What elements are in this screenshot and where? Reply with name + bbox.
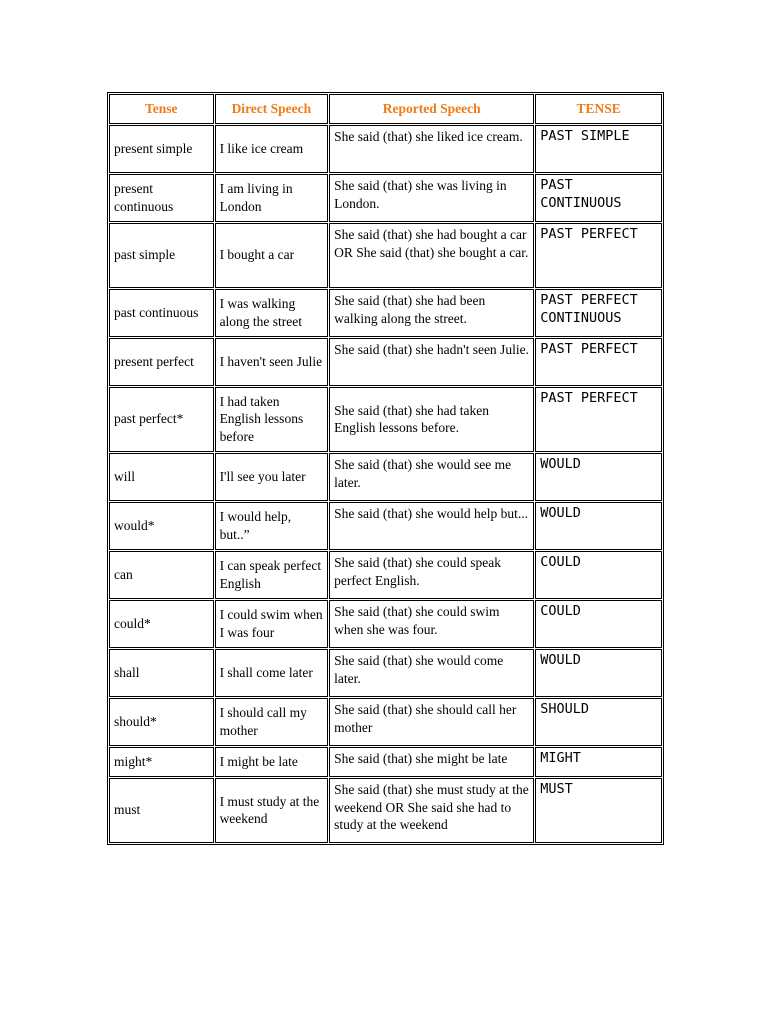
tense-cell: could* bbox=[109, 600, 214, 648]
reported-speech-cell: She said (that) she might be late bbox=[329, 747, 534, 777]
result-tense-cell: COULD bbox=[535, 551, 662, 599]
reported-speech-cell: She said (that) she had bought a car OR She said (that) she bought a car. bbox=[329, 223, 534, 288]
result-tense-cell: PAST PERFECT bbox=[535, 223, 662, 288]
table-row bbox=[109, 600, 662, 648]
tense-cell: present simple bbox=[109, 125, 214, 173]
table-row bbox=[109, 649, 662, 697]
table-row bbox=[109, 174, 662, 222]
header-tense-result: TENSE bbox=[535, 94, 662, 124]
tense-cell: will bbox=[109, 453, 214, 501]
tense-cell: past perfect* bbox=[109, 387, 214, 452]
header-reported-speech: Reported Speech bbox=[329, 94, 534, 124]
table-row bbox=[109, 747, 662, 777]
result-tense-cell: PAST PERFECT bbox=[535, 338, 662, 386]
reported-speech-cell: She said (that) she would come later. bbox=[329, 649, 534, 697]
direct-speech-cell: I haven't seen Julie bbox=[215, 338, 329, 386]
result-tense-cell: PAST PERFECT bbox=[535, 387, 662, 452]
direct-speech-cell: I could swim when I was four bbox=[215, 600, 329, 648]
tense-cell: must bbox=[109, 778, 214, 843]
table-row bbox=[109, 778, 662, 843]
reported-speech-cell: She said (that) she could swim when she was four. bbox=[329, 600, 534, 648]
table-row bbox=[109, 387, 662, 452]
header-row bbox=[109, 94, 662, 124]
tense-cell: can bbox=[109, 551, 214, 599]
reported-speech-cell: She said (that) she should call her mother bbox=[329, 698, 534, 746]
tense-cell: present perfect bbox=[109, 338, 214, 386]
direct-speech-cell: I can speak perfect English bbox=[215, 551, 329, 599]
result-tense-cell: WOULD bbox=[535, 649, 662, 697]
table-row bbox=[109, 125, 662, 173]
result-tense-cell: PAST CONTINUOUS bbox=[535, 174, 662, 222]
reported-speech-cell: She said (that) she had taken English lessons before. bbox=[329, 387, 534, 452]
direct-speech-cell: I had taken English lessons before bbox=[215, 387, 329, 452]
result-tense-cell: WOULD bbox=[535, 502, 662, 550]
direct-speech-cell: I would help, but..” bbox=[215, 502, 329, 550]
header-direct-speech: Direct Speech bbox=[215, 94, 329, 124]
result-tense-cell: MIGHT bbox=[535, 747, 662, 777]
direct-speech-cell: I was walking along the street bbox=[215, 289, 329, 337]
direct-speech-cell: I shall come later bbox=[215, 649, 329, 697]
result-tense-cell: MUST bbox=[535, 778, 662, 843]
reported-speech-cell: She said (that) she liked ice cream. bbox=[329, 125, 534, 173]
tense-cell: present continuous bbox=[109, 174, 214, 222]
direct-speech-cell: I might be late bbox=[215, 747, 329, 777]
header-tense: Tense bbox=[109, 94, 214, 124]
table-row bbox=[109, 698, 662, 746]
result-tense-cell: COULD bbox=[535, 600, 662, 648]
result-tense-cell: SHOULD bbox=[535, 698, 662, 746]
reported-speech-table bbox=[107, 92, 664, 845]
result-tense-cell: PAST PERFECT CONTINUOUS bbox=[535, 289, 662, 337]
reported-speech-cell: She said (that) she had been walking along the street. bbox=[329, 289, 534, 337]
tense-cell: past continuous bbox=[109, 289, 214, 337]
reported-speech-cell: She said (that) she was living in London. bbox=[329, 174, 534, 222]
direct-speech-cell: I'll see you later bbox=[215, 453, 329, 501]
table-row bbox=[109, 453, 662, 501]
tense-cell: shall bbox=[109, 649, 214, 697]
direct-speech-cell: I bought a car bbox=[215, 223, 329, 288]
table-row bbox=[109, 289, 662, 337]
tense-cell: past simple bbox=[109, 223, 214, 288]
table-row bbox=[109, 223, 662, 288]
table-row bbox=[109, 502, 662, 550]
direct-speech-cell: I like ice cream bbox=[215, 125, 329, 173]
tense-cell: should* bbox=[109, 698, 214, 746]
reported-speech-cell: She said (that) she hadn't seen Julie. bbox=[329, 338, 534, 386]
direct-speech-cell: I should call my mother bbox=[215, 698, 329, 746]
reported-speech-cell: She said (that) she would help but... bbox=[329, 502, 534, 550]
reported-speech-cell: She said (that) she must study at the weekend OR She said she had to study at the weekend bbox=[329, 778, 534, 843]
table-row bbox=[109, 551, 662, 599]
tense-cell: might* bbox=[109, 747, 214, 777]
reported-speech-cell: She said (that) she would see me later. bbox=[329, 453, 534, 501]
direct-speech-cell: I must study at the weekend bbox=[215, 778, 329, 843]
direct-speech-cell: I am living in London bbox=[215, 174, 329, 222]
reported-speech-cell: She said (that) she could speak perfect English. bbox=[329, 551, 534, 599]
result-tense-cell: WOULD bbox=[535, 453, 662, 501]
tense-cell: would* bbox=[109, 502, 214, 550]
result-tense-cell: PAST SIMPLE bbox=[535, 125, 662, 173]
table-row bbox=[109, 338, 662, 386]
